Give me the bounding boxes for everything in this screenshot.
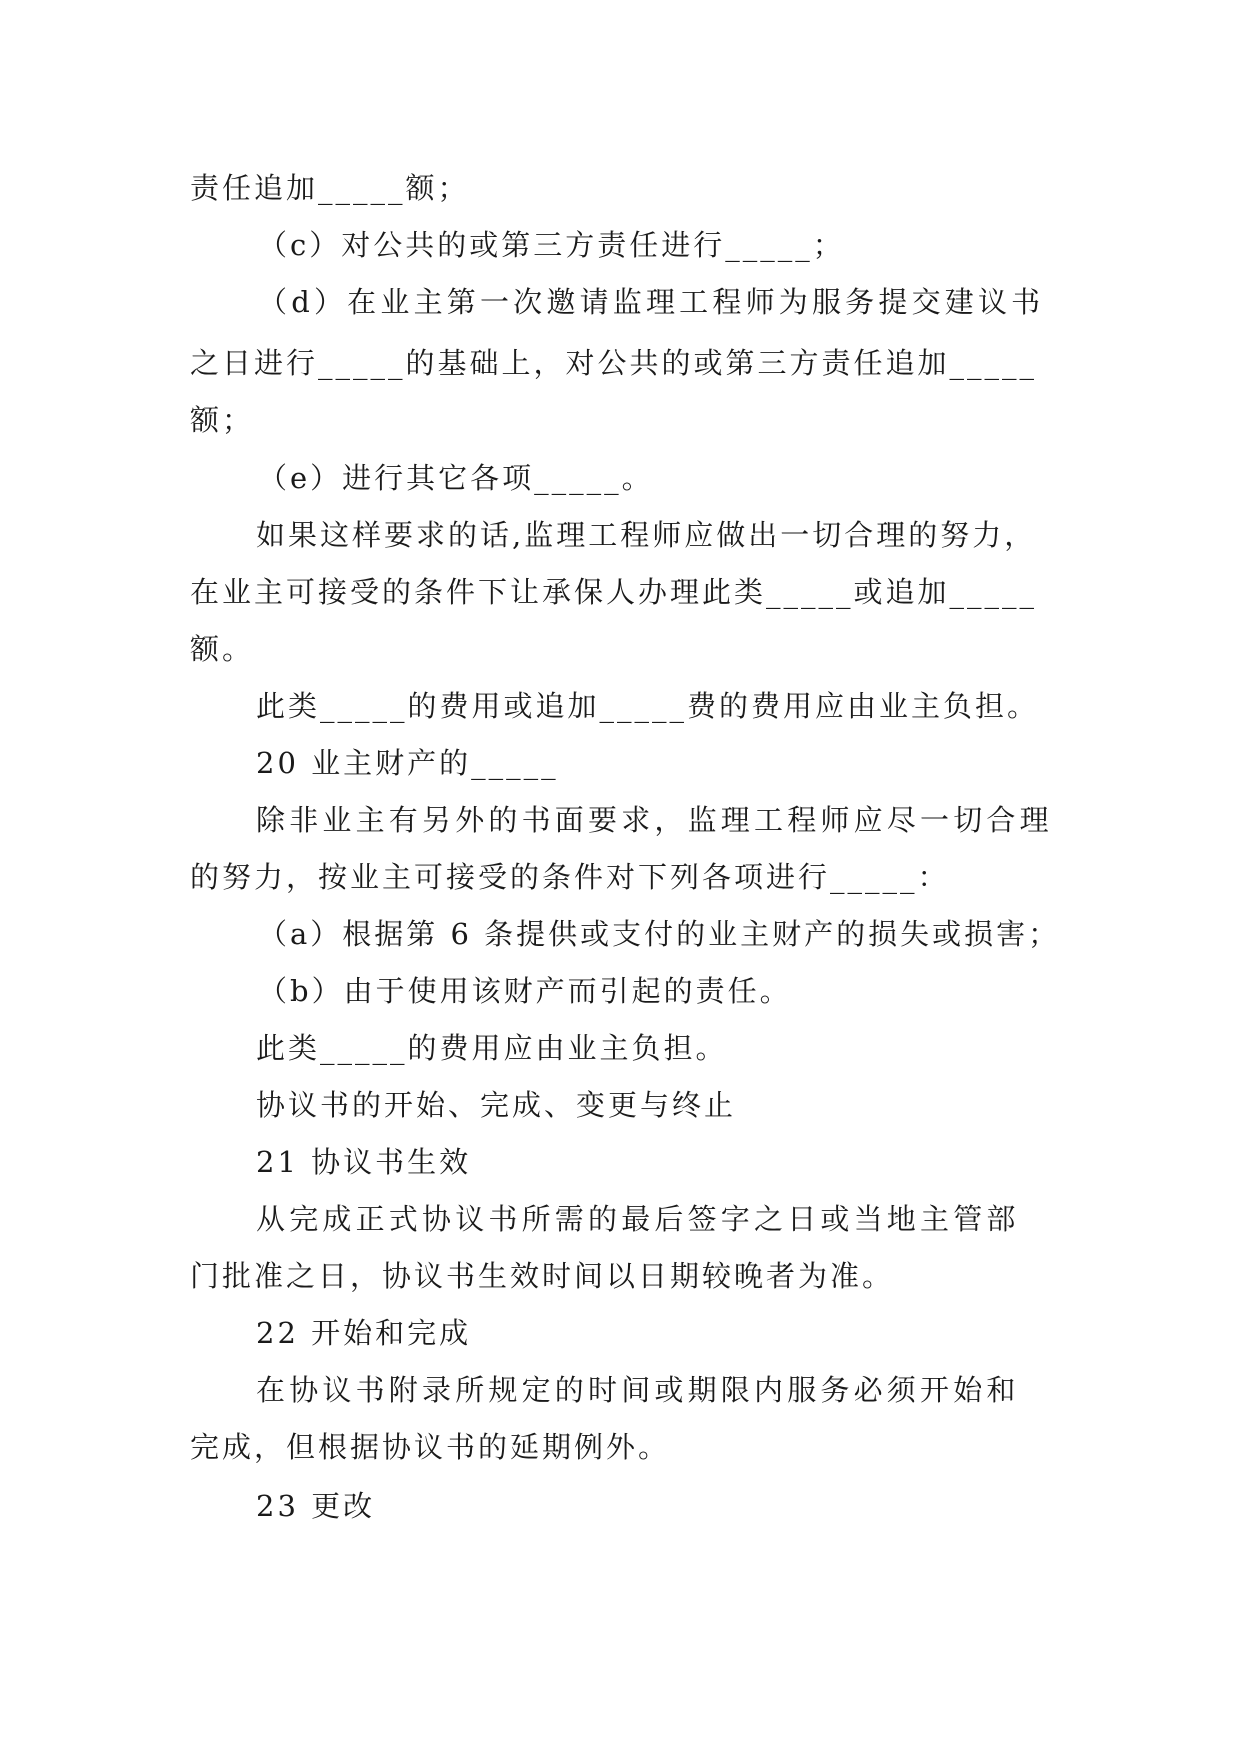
list-item-c: （c）对公共的或第三方责任进行_____； bbox=[258, 228, 845, 262]
paragraph-line: 此类_____的费用或追加_____费的费用应由业主负担。 bbox=[256, 689, 1040, 723]
paragraph-line: 的努力，按业主可接受的条件对下列各项进行_____： bbox=[190, 860, 950, 894]
section-heading: 22 开始和完成 bbox=[256, 1316, 472, 1350]
paragraph-line: 如果这样要求的话,监理工程师应做出一切合理的努力， bbox=[256, 518, 1037, 552]
paragraph-line: 从完成正式协议书所需的最后签字之日或当地主管部 bbox=[256, 1202, 1020, 1236]
paragraph-line: 门批准之日，协议书生效时间以日期较晚者为准。 bbox=[190, 1259, 895, 1293]
paragraph-line: 完成，但根据协议书的延期例外。 bbox=[190, 1430, 671, 1464]
paragraph-line: 此类_____的费用应由业主负担。 bbox=[256, 1031, 728, 1065]
section-heading: 21 协议书生效 bbox=[256, 1145, 472, 1179]
list-item-d: （d）在业主第一次邀请监理工程师为服务提交建议书 bbox=[258, 285, 1045, 319]
paragraph-line: 在协议书附录所规定的时间或期限内服务必须开始和 bbox=[256, 1373, 1020, 1407]
section-heading: 23 更改 bbox=[256, 1489, 376, 1523]
paragraph-line: 在业主可接受的条件下让承保人办理此类_____或追加_____ bbox=[190, 575, 1038, 609]
list-item-e: （e）进行其它各项_____。 bbox=[258, 461, 654, 495]
text-line: 责任追加_____额； bbox=[190, 171, 470, 205]
section-title: 协议书的开始、完成、变更与终止 bbox=[256, 1088, 737, 1122]
text-line: 额； bbox=[190, 403, 255, 437]
list-item-b: （b）由于使用该财产而引起的责任。 bbox=[258, 974, 792, 1008]
text-line: 之日进行_____的基础上，对公共的或第三方责任追加_____ bbox=[190, 346, 1038, 380]
paragraph-line: 除非业主有另外的书面要求，监理工程师应尽一切合理 bbox=[256, 803, 1053, 837]
paragraph-line: 额。 bbox=[190, 632, 255, 666]
section-heading: 20 业主财产的_____ bbox=[256, 746, 559, 780]
list-item-a: （a）根据第 6 条提供或支付的业主财产的损失或损害； bbox=[258, 917, 1061, 951]
